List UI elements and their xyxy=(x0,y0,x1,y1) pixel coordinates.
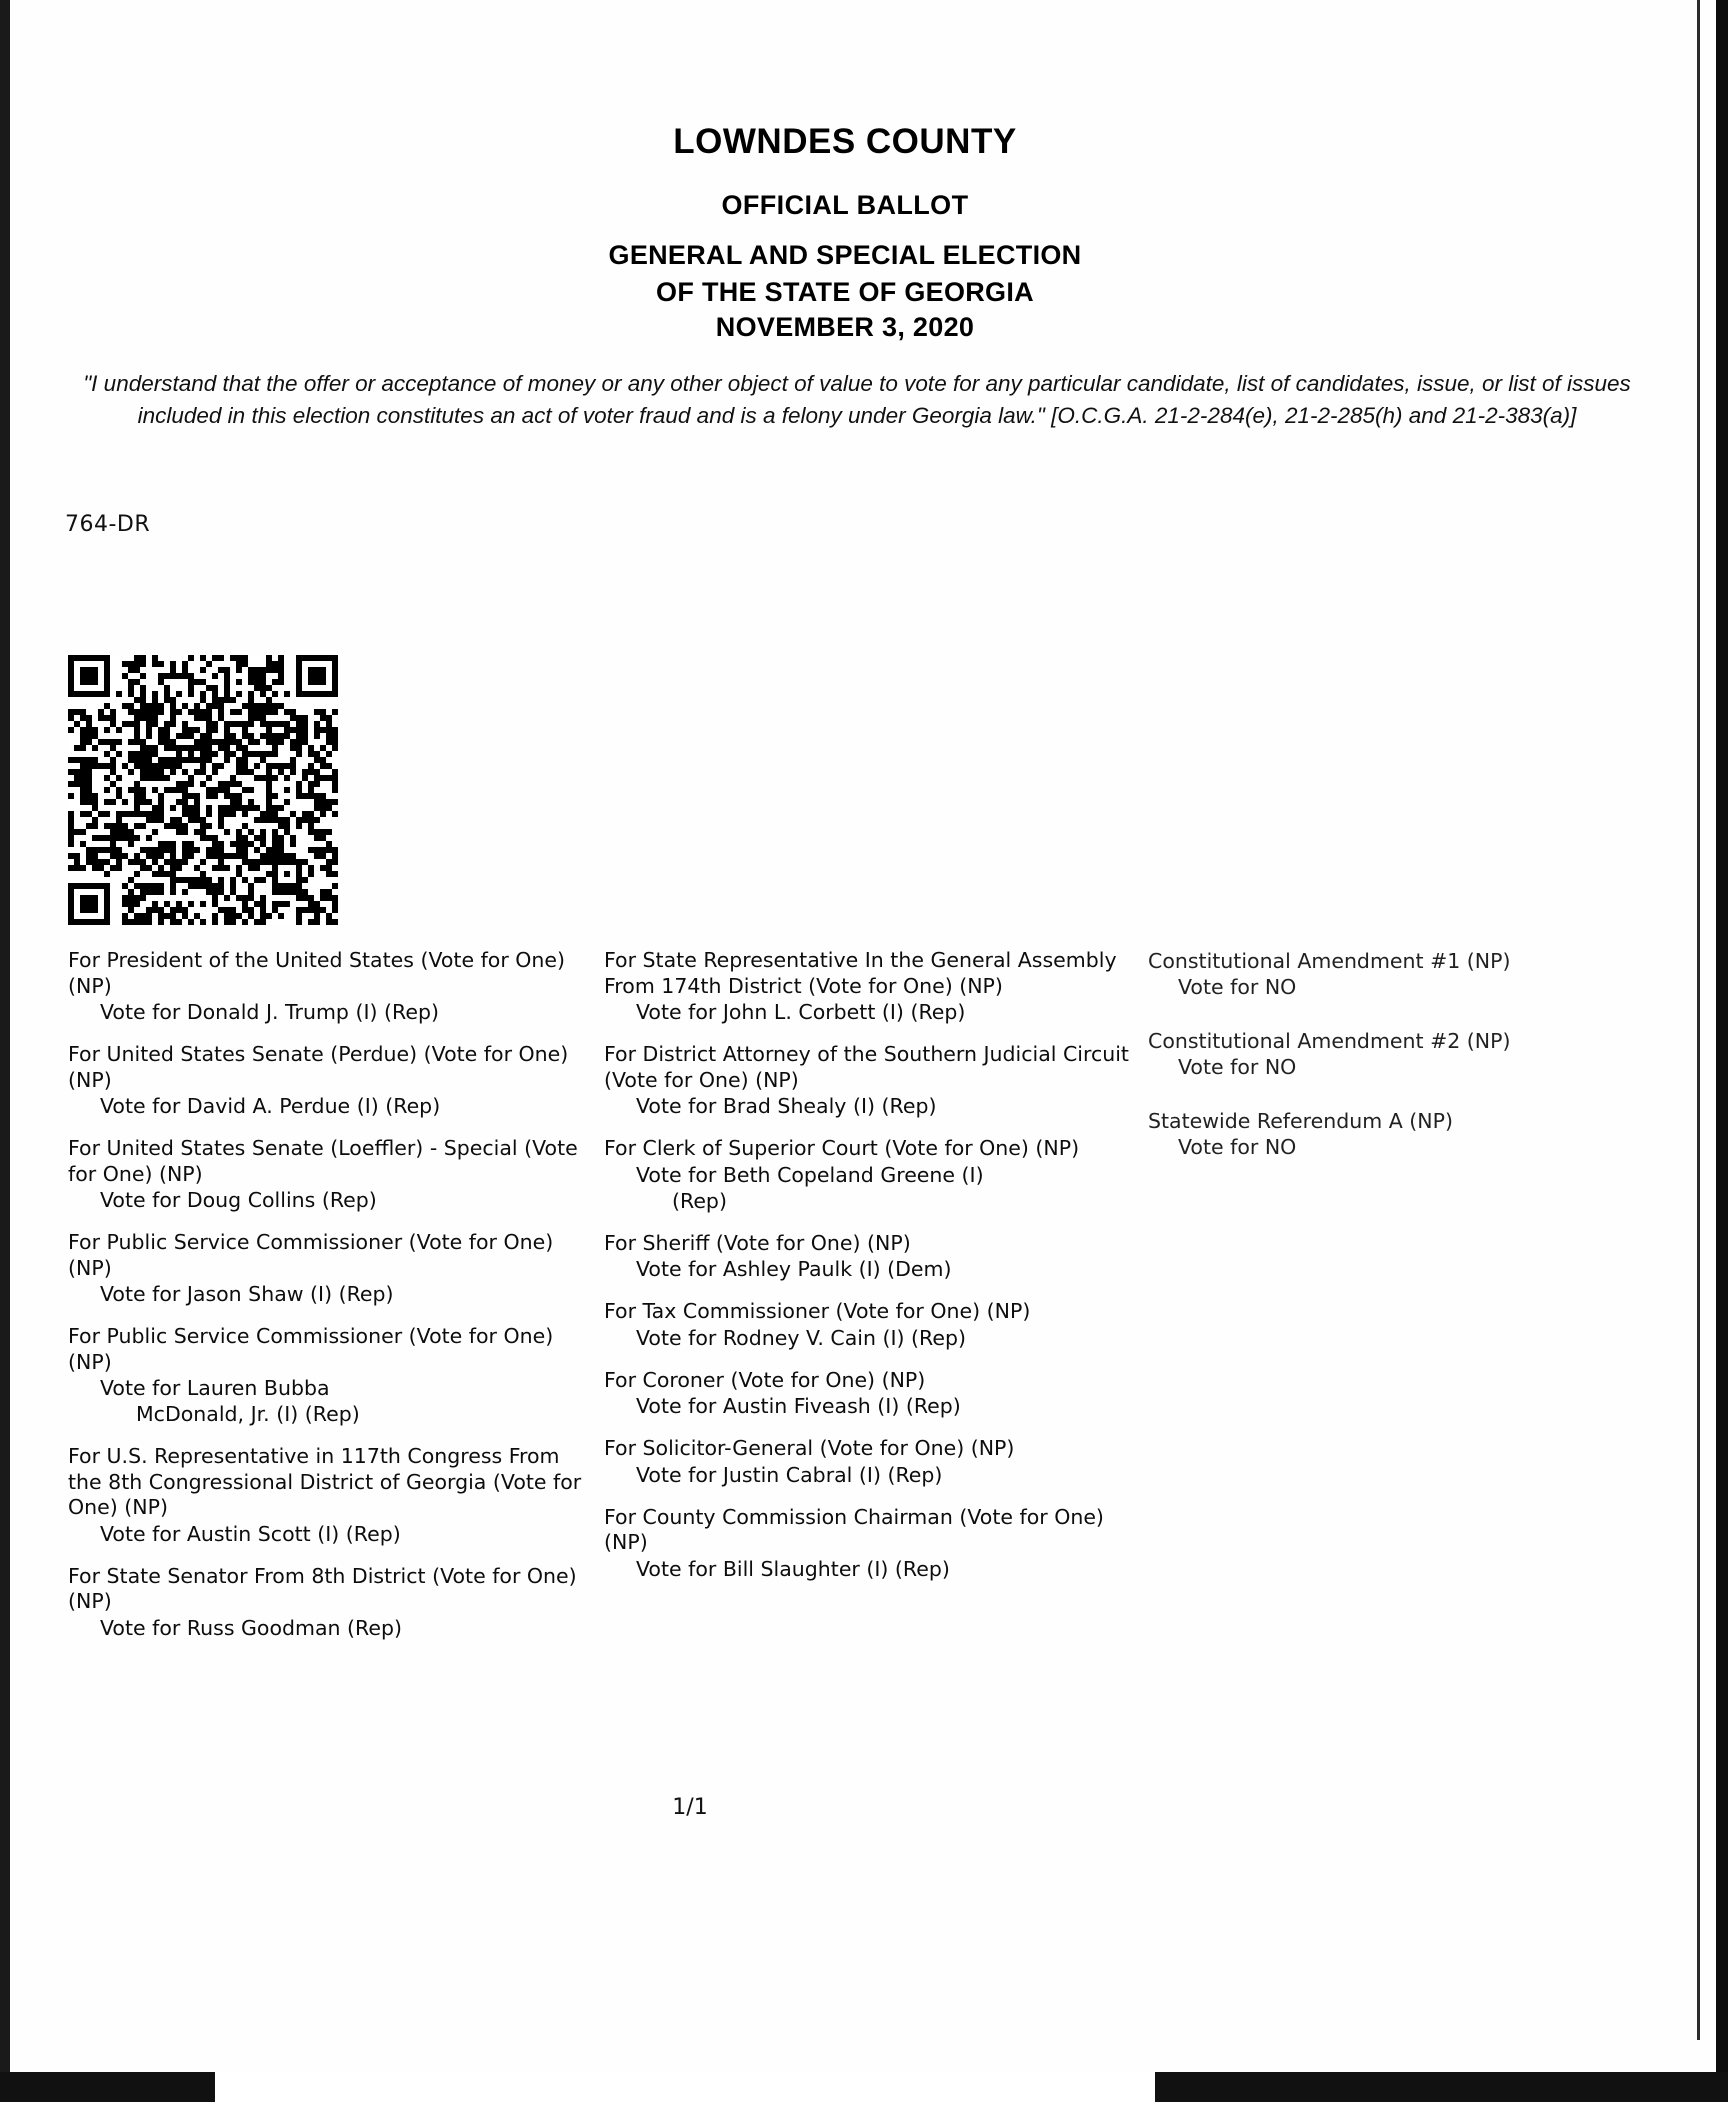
contest-vote-choice[interactable]: Vote for Brad Shealy (I) (Rep) xyxy=(636,1094,937,1118)
contest-block xyxy=(68,1324,590,1427)
contest-block xyxy=(604,1505,1144,1582)
contest-office-title: For State Senator From 8th District (Vote for One) (NP) xyxy=(68,1563,577,1613)
contest-office-title: Constitutional Amendment #1 (NP) xyxy=(1148,949,1511,973)
contest-office-title: For Clerk of Superior Court (Vote for One) (NP) xyxy=(604,1136,1080,1160)
contest-office-title: For State Representative In the General Assembly From 174th District (Vote for One) (NP) xyxy=(604,948,1117,998)
contest-office-title: For Public Service Commissioner (Vote for One) (NP) xyxy=(68,1230,554,1280)
contest-vote-choice[interactable]: Vote for NO xyxy=(1178,1135,1297,1159)
contest-column-3 xyxy=(1148,948,1618,1188)
ballot-style-code: 764-DR xyxy=(65,512,151,537)
contest-block xyxy=(604,1136,1144,1214)
contest-block xyxy=(1148,1028,1618,1080)
contest-office-title: For U.S. Representative in 117th Congress From the 8th Congressional District of Georgia (Vote for One) (NP) xyxy=(68,1444,582,1519)
contest-office-title: For District Attorney of the Southern Judicial Circuit (Vote for One) (NP) xyxy=(604,1042,1129,1092)
contest-vote-choice[interactable]: Vote for Austin Scott (I) (Rep) xyxy=(100,1521,401,1546)
page-number: 1/1 xyxy=(672,1795,708,1820)
contest-block xyxy=(604,1299,1144,1351)
contest-office-title: For Tax Commissioner (Vote for One) (NP) xyxy=(604,1299,1031,1323)
contest-block xyxy=(68,1042,590,1119)
contest-block xyxy=(604,1368,1144,1420)
scan-edge-right-outer xyxy=(1716,0,1728,2102)
contest-vote-choice-continued: McDonald, Jr. (I) (Rep) xyxy=(136,1402,360,1426)
contest-vote-choice[interactable]: Vote for NO xyxy=(1178,975,1297,999)
contest-vote-choice[interactable]: Vote for David A. Perdue (I) (Rep) xyxy=(100,1094,441,1118)
contest-vote-choice[interactable]: Vote for Lauren Bubba McDonald, Jr. (I) (Rep) xyxy=(68,1375,590,1427)
contest-vote-choice-continued: (Rep) xyxy=(672,1188,727,1213)
contest-vote-choice[interactable]: Vote for NO xyxy=(1178,1055,1297,1079)
contest-block xyxy=(604,948,1144,1025)
election-title-line-2: OF THE STATE OF GEORGIA xyxy=(656,277,1034,307)
contest-vote-choice[interactable]: Vote for Donald J. Trump (I) (Rep) xyxy=(100,1000,439,1024)
contest-office-title: For United States Senate (Loeffler) - Special (Vote for One) (NP) xyxy=(68,1136,578,1186)
contest-vote-choice[interactable]: Vote for Ashley Paulk (I) (Dem) xyxy=(636,1257,952,1281)
contest-office-title: For Sheriff (Vote for One) (NP) xyxy=(604,1230,911,1255)
county-title: LOWNDES COUNTY xyxy=(673,122,1017,161)
ballot-qr-code xyxy=(68,655,338,925)
election-title-line-1: GENERAL AND SPECIAL ELECTION xyxy=(608,240,1082,270)
contest-block xyxy=(604,1231,1144,1283)
contest-vote-choice[interactable]: Vote for Beth Copeland Greene (I) (Rep) xyxy=(604,1162,1144,1214)
contest-block xyxy=(68,1564,590,1641)
contest-vote-choice[interactable]: Vote for Austin Fiveash (I) (Rep) xyxy=(636,1394,961,1418)
contest-vote-choice[interactable]: Vote for John L. Corbett (I) (Rep) xyxy=(636,1000,966,1024)
contest-office-title: For President of the United States (Vote for One) (NP) xyxy=(68,948,566,998)
contest-column-2 xyxy=(604,948,1144,1599)
contest-vote-choice[interactable]: Vote for Rodney V. Cain (I) (Rep) xyxy=(636,1325,966,1350)
contest-column-1 xyxy=(68,948,590,1658)
contest-block xyxy=(604,1042,1144,1119)
contest-block xyxy=(68,1444,590,1547)
contest-block xyxy=(604,1436,1144,1488)
contest-vote-choice[interactable]: Vote for Russ Goodman (Rep) xyxy=(100,1615,403,1640)
contest-office-title: Constitutional Amendment #2 (NP) xyxy=(1148,1029,1511,1053)
contest-office-title: For United States Senate (Perdue) (Vote for One) (NP) xyxy=(68,1042,569,1092)
contest-vote-choice[interactable]: Vote for Doug Collins (Rep) xyxy=(100,1188,377,1212)
voter-fraud-oath-text: "I understand that the offer or acceptance of money or any other object of value to vote for any particular candidate, list of candidates, issue, or list of issues included in this election constitutes an act of voter fraud and is a felony under Georgia law." [O.C.G.A. 21-2-284(e), 21-2-285(h) and 21-2-383(a)] xyxy=(83,371,1631,428)
scan-edge-right-inner xyxy=(1697,0,1700,2040)
contest-office-title: For County Commission Chairman (Vote for One) (NP) xyxy=(604,1504,1104,1554)
contest-vote-choice[interactable]: Vote for Bill Slaughter (I) (Rep) xyxy=(636,1556,950,1581)
election-date: NOVEMBER 3, 2020 xyxy=(715,312,975,342)
contest-office-title: For Solicitor-General (Vote for One) (NP) xyxy=(604,1436,1015,1460)
contest-block xyxy=(68,1230,590,1307)
contest-block xyxy=(68,948,590,1025)
contest-block xyxy=(68,1136,590,1213)
contest-block xyxy=(1148,1108,1618,1160)
contest-office-title: For Coroner (Vote for One) (NP) xyxy=(604,1367,926,1392)
scan-edge-bottom-gap xyxy=(215,2072,1155,2102)
contest-office-title: For Public Service Commissioner (Vote for One) (NP) xyxy=(68,1324,554,1374)
contest-office-title: Statewide Referendum A (NP) xyxy=(1148,1109,1453,1133)
contest-vote-choice[interactable]: Vote for Justin Cabral (I) (Rep) xyxy=(636,1462,943,1487)
contest-block xyxy=(1148,948,1618,1000)
contest-vote-choice[interactable]: Vote for Jason Shaw (I) (Rep) xyxy=(100,1282,394,1306)
official-ballot-label: OFFICIAL BALLOT xyxy=(721,190,969,220)
